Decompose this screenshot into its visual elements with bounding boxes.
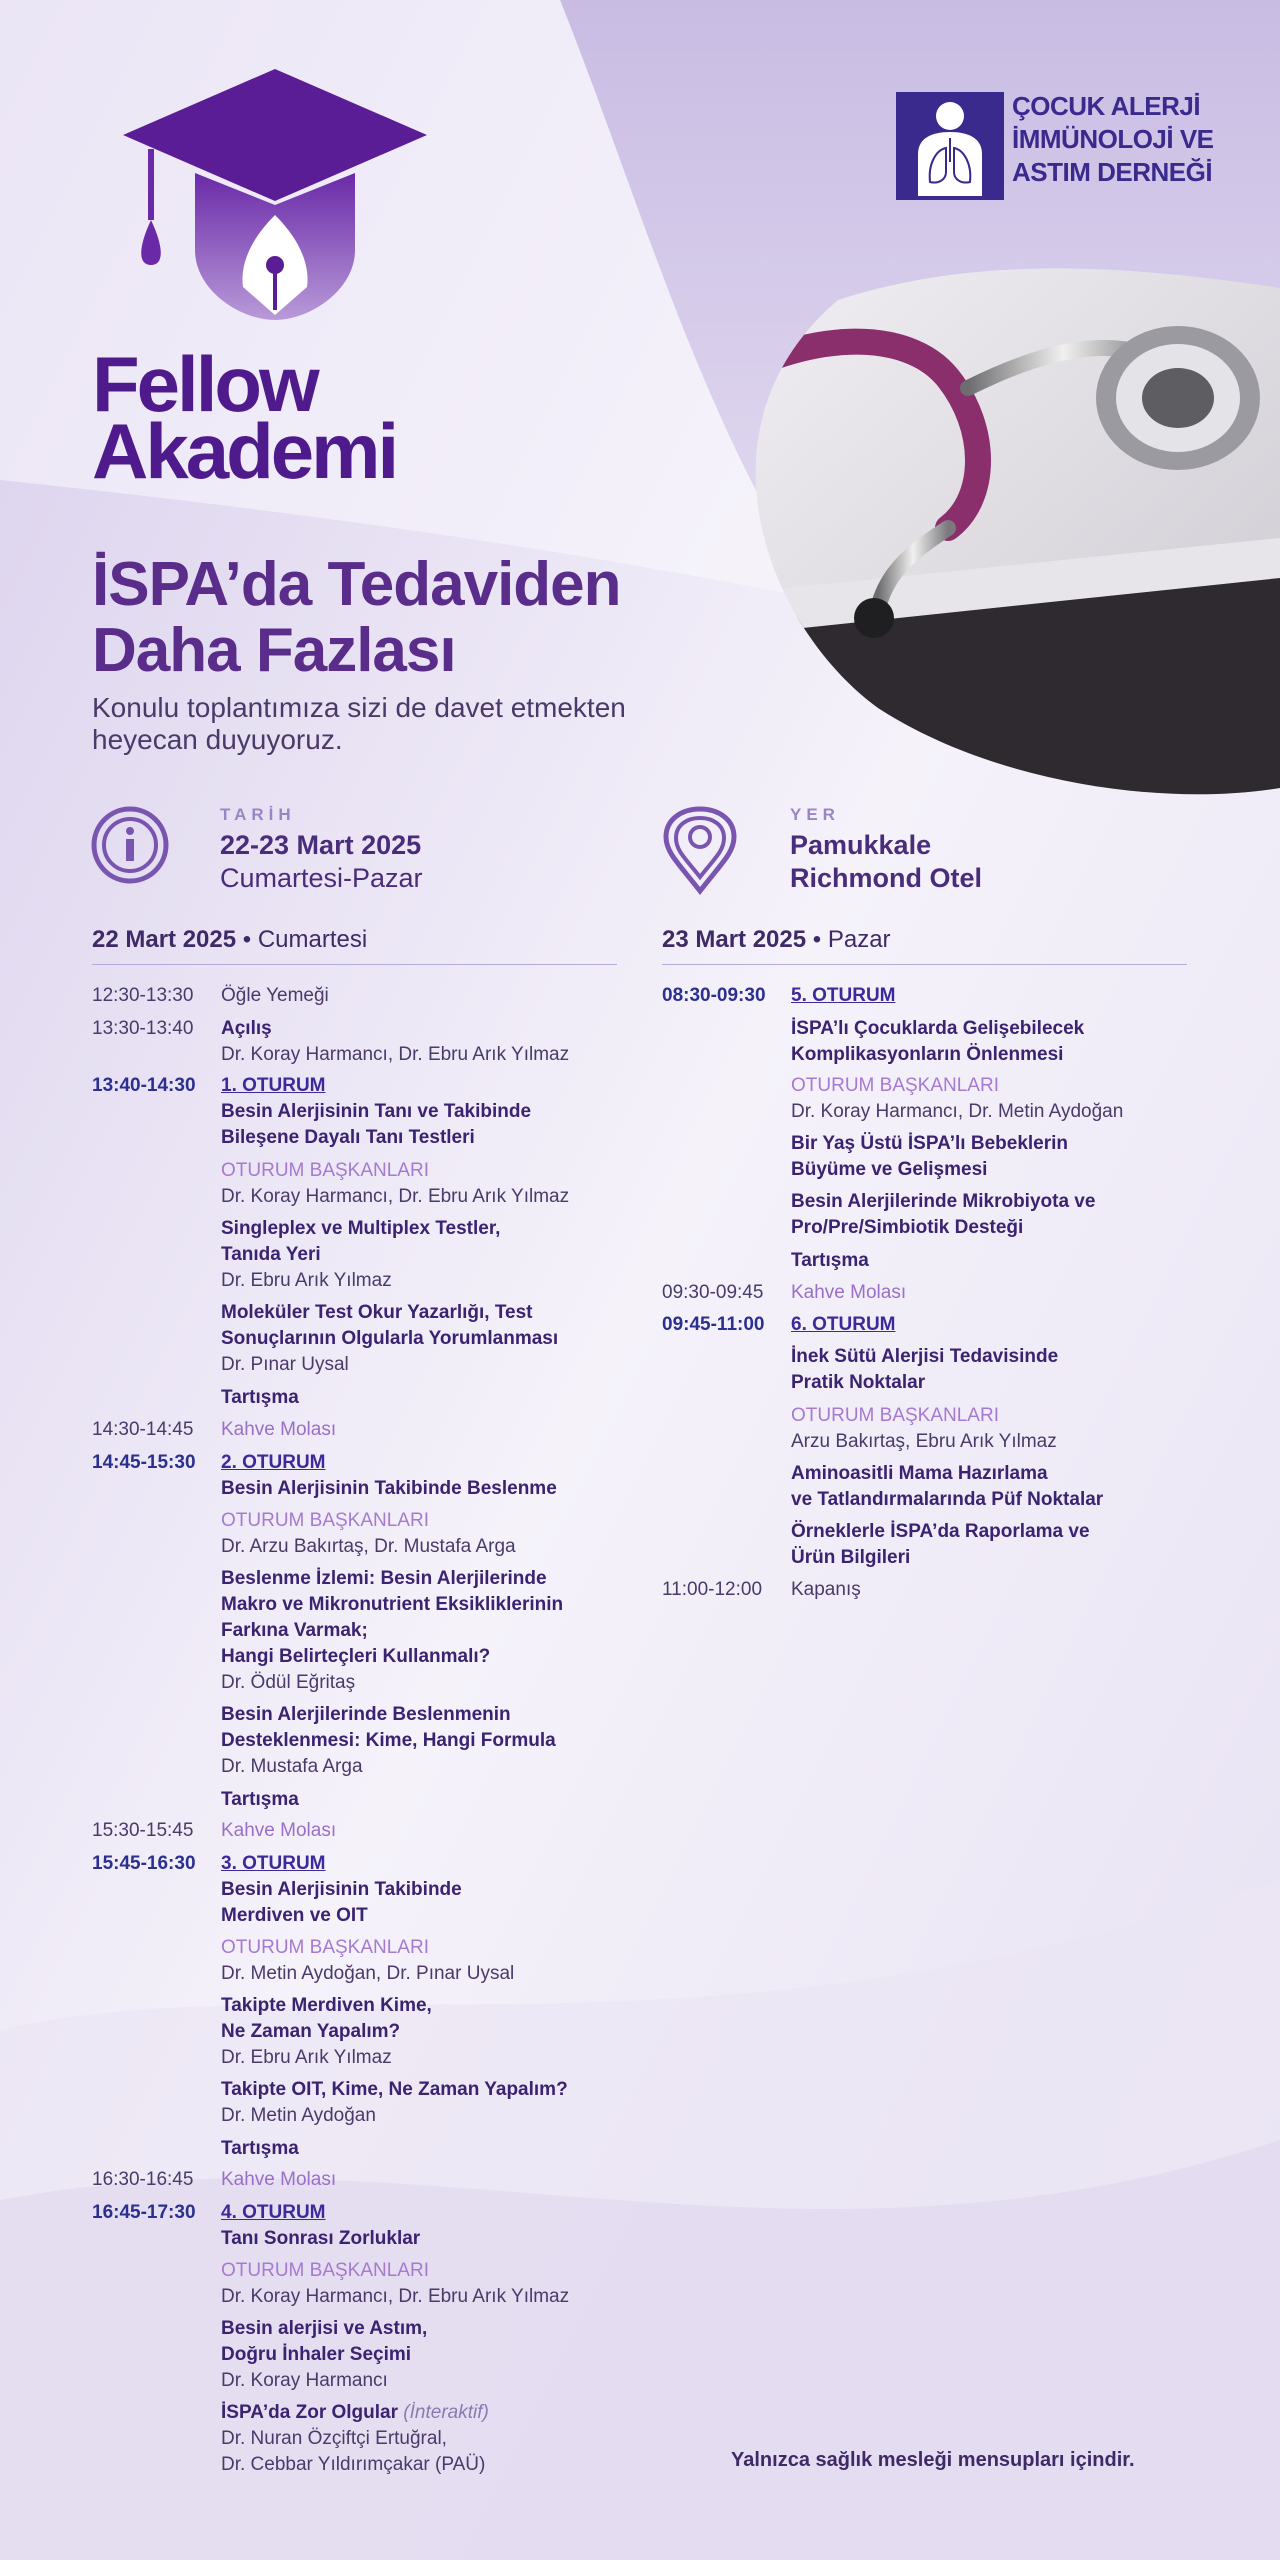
talk-title: Ne Zaman Yapalım? — [221, 2021, 401, 2042]
interactive-note: (İnteraktif) — [403, 2402, 489, 2423]
talk-title: Büyüme ve Gelişmesi — [791, 1159, 988, 1180]
talk-title: Tanıda Yeri — [221, 1244, 321, 1265]
schedule-item: Öğle Yemeği — [221, 985, 329, 1006]
talk-title: Sonuçlarının Olgularla Yorumlanması — [221, 1328, 559, 1349]
speaker-names: Dr. Koray Harmancı, Dr. Ebru Arık Yılmaz — [221, 1044, 570, 1065]
chairs-label: OTURUM BAŞKANLARI — [791, 1075, 999, 1096]
speaker-name: Dr. Koray Harmancı — [221, 2370, 388, 2391]
discussion: Tartışma — [791, 1250, 869, 1271]
talk-title: Farkına Varmak; — [221, 1620, 368, 1641]
speaker-name: Dr. Ebru Arık Yılmaz — [221, 1270, 392, 1291]
day2-weekday: • Pazar — [812, 926, 891, 953]
schedule-time: 12:30-13:30 — [92, 985, 194, 1006]
chairs-label: OTURUM BAŞKANLARI — [791, 1405, 999, 1426]
session-topic: İSPA’lı Çocuklarda Gelişebilecek — [791, 1018, 1085, 1039]
session-topic: Besin Alerjisinin Takibinde — [221, 1879, 462, 1900]
session-topic: Komplikasyonların Önlenmesi — [791, 1044, 1064, 1065]
session-topic: Pratik Noktalar — [791, 1372, 926, 1393]
talk-title: Takipte OIT, Kime, Ne Zaman Yapalım? — [221, 2079, 568, 2100]
day2-date: 23 Mart 2025 — [662, 926, 807, 953]
talk-title: Besin Alerjilerinde Mikrobiyota ve — [791, 1191, 1096, 1212]
schedule-time: 13:30-13:40 — [92, 1018, 194, 1039]
day1-heading — [92, 926, 367, 954]
speaker-name: Dr. Pınar Uysal — [221, 1354, 349, 1375]
session-title: 5. OTURUM — [791, 985, 896, 1006]
day1-divider — [92, 964, 617, 965]
graduation-cap-pen-logo — [115, 65, 435, 330]
talk-title: Takipte Merdiven Kime, — [221, 1995, 432, 2016]
coffee-break: Kahve Molası — [221, 2169, 337, 2190]
talk-title: Besin alerjisi ve Astım, — [221, 2318, 428, 2339]
talk-title: Bir Yaş Üstü İSPA’lı Bebeklerin — [791, 1133, 1069, 1154]
headline — [92, 552, 621, 684]
speaker-name: Dr. Cebbar Yıldırımçakar (PAÜ) — [221, 2454, 486, 2475]
talk-title-text: İSPA’da Zor Olgular — [221, 2402, 399, 2423]
discussion: Tartışma — [221, 2138, 299, 2159]
lungs-person-icon — [896, 92, 1004, 200]
association-logo — [896, 92, 1004, 200]
session-title: 2. OTURUM — [221, 1452, 326, 1473]
chairs-names: Dr. Koray Harmancı, Dr. Ebru Arık Yılmaz — [221, 1186, 570, 1207]
speaker-name: Dr. Ebru Arık Yılmaz — [221, 2047, 392, 2068]
brand-line-2: Akademi — [92, 407, 397, 495]
association-name-line-3: ASTIM DERNEĞİ — [1012, 157, 1213, 187]
talk-title: Pro/Pre/Simbiotik Desteği — [791, 1217, 1024, 1238]
stethoscope-photo — [688, 268, 1280, 800]
session-time: 09:45-11:00 — [662, 1314, 765, 1335]
day2-divider — [662, 964, 1187, 965]
session-time: 15:45-16:30 — [92, 1853, 196, 1874]
talk-title: Ürün Bilgileri — [791, 1547, 911, 1568]
subtitle: Konulu toplantımıza sizi de davet etmekten heyecan duyuyoruz. — [92, 692, 626, 755]
break-time: 09:30-09:45 — [662, 1282, 764, 1303]
association-name-line-2: İMMÜNOLOJİ VE — [1012, 124, 1214, 154]
talk-title: Hangi Belirteçleri Kullanmalı? — [221, 1646, 491, 1667]
chairs-label: OTURUM BAŞKANLARI — [221, 2260, 429, 2281]
talk-title: ve Tatlandırmalarında Püf Noktalar — [791, 1489, 1104, 1510]
talk-title: Makro ve Mikronutrient Eksikliklerinin — [221, 1594, 564, 1615]
speaker-name: Dr. Metin Aydoğan — [221, 2105, 376, 2126]
chairs-label: OTURUM BAŞKANLARI — [221, 1510, 429, 1531]
date-label: TARİH — [220, 805, 296, 824]
session-topic: Besin Alerjisinin Takibinde Beslenme — [221, 1478, 557, 1499]
chairs-names: Dr. Arzu Bakırtaş, Dr. Mustafa Arga — [221, 1536, 516, 1557]
chairs-label: OTURUM BAŞKANLARI — [221, 1160, 429, 1181]
closing: Kapanış — [791, 1579, 861, 1600]
break-time: 16:30-16:45 — [92, 2169, 194, 2190]
talk-title: Singleplex ve Multiplex Testler, — [221, 1218, 501, 1239]
session-title: 3. OTURUM — [221, 1853, 326, 1874]
session-title: 6. OTURUM — [791, 1314, 896, 1335]
session-time: 08:30-09:30 — [662, 985, 766, 1006]
session-time: 16:45-17:30 — [92, 2202, 196, 2223]
break-time: 14:30-14:45 — [92, 1419, 194, 1440]
chairs-names: Dr. Metin Aydoğan, Dr. Pınar Uysal — [221, 1963, 515, 1984]
footer-disclaimer: Yalnızca sağlık mesleği mensupları içindir. — [731, 2449, 1135, 2471]
session-topic: Merdiven ve OIT — [221, 1905, 368, 1926]
session-title: 1. OTURUM — [221, 1075, 326, 1096]
discussion: Tartışma — [221, 1387, 299, 1408]
schedule-item: Açılış — [221, 1018, 272, 1039]
talk-title: Besin Alerjilerinde Beslenmenin — [221, 1704, 511, 1725]
coffee-break: Kahve Molası — [791, 1282, 907, 1303]
session-time: 14:45-15:30 — [92, 1452, 196, 1473]
association-name — [1012, 90, 1214, 189]
chairs-names: Dr. Koray Harmancı, Dr. Ebru Arık Yılmaz — [221, 2286, 570, 2307]
session-topic: İnek Sütü Alerjisi Tedavisinde — [791, 1346, 1059, 1367]
talk-title: Aminoasitli Mama Hazırlama — [791, 1463, 1048, 1484]
info-icon — [90, 805, 170, 885]
speaker-name: Dr. Mustafa Arga — [221, 1756, 363, 1777]
speaker-name: Dr. Ödül Eğritaş — [221, 1672, 356, 1693]
session-time: 13:40-14:30 — [92, 1075, 196, 1096]
venue-label: YER — [790, 805, 840, 824]
day1-date: 22 Mart 2025 — [92, 926, 237, 953]
talk-title: Beslenme İzlemi: Besin Alerjilerinde — [221, 1568, 547, 1589]
venue-name-line-1: Pamukkale — [790, 830, 932, 860]
brand-line-1: Fellow — [92, 340, 317, 428]
session-title: 4. OTURUM — [221, 2202, 326, 2223]
chairs-names: Dr. Koray Harmancı, Dr. Metin Aydoğan — [791, 1101, 1124, 1122]
day2-heading — [662, 926, 891, 954]
headline-line-2: Daha Fazlası — [92, 616, 456, 685]
session-topic: Tanı Sonrası Zorluklar — [221, 2228, 421, 2249]
chairs-label: OTURUM BAŞKANLARI — [221, 1937, 429, 1958]
closing-time: 11:00-12:00 — [662, 1579, 763, 1600]
talk-title: Doğru İnhaler Seçimi — [221, 2344, 412, 2365]
coffee-break: Kahve Molası — [221, 1820, 337, 1841]
date-weekdays: Cumartesi-Pazar — [220, 863, 423, 893]
speaker-name: Dr. Nuran Özçiftçi Ertuğral, — [221, 2428, 447, 2449]
association-name-line-1: ÇOCUK ALERJİ — [1012, 91, 1201, 121]
session-topic: Besin Alerjisinin Tanı ve Takibinde — [221, 1101, 532, 1122]
session-topic: Bileşene Dayalı Tanı Testleri — [221, 1127, 475, 1148]
break-time: 15:30-15:45 — [92, 1820, 194, 1841]
day1-weekday: • Cumartesi — [242, 926, 368, 953]
talk-title — [221, 2400, 489, 2426]
talk-title: Örneklerle İSPA’da Raporlama ve — [791, 1521, 1090, 1542]
talk-title: Moleküler Test Okur Yazarlığı, Test — [221, 1302, 533, 1323]
location-pin-icon — [660, 805, 740, 895]
coffee-break: Kahve Molası — [221, 1419, 337, 1440]
talk-title: Desteklenmesi: Kime, Hangi Formula — [221, 1730, 556, 1751]
discussion: Tartışma — [221, 1789, 299, 1810]
chairs-names: Arzu Bakırtaş, Ebru Arık Yılmaz — [791, 1431, 1057, 1452]
date-value: 22-23 Mart 2025 — [220, 830, 422, 860]
headline-line-1: İSPA’da Tedaviden — [92, 550, 621, 619]
venue-name-line-2: Richmond Otel — [790, 863, 983, 893]
